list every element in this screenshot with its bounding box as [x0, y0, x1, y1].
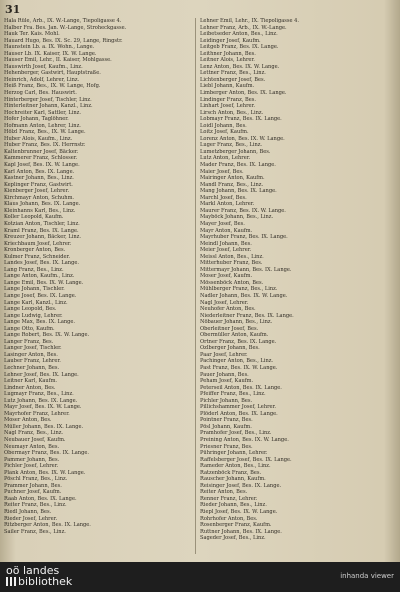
directory-entry: Ortner Franz, Bes. IX. Lange. [200, 338, 277, 345]
directory-entry: Mayr Anton, Kaufm. [200, 227, 253, 234]
directory-entry: Lechner Johann, Bes. [4, 364, 60, 371]
directory-entry: Mühlberger Franz, Bes., Linz. [200, 286, 278, 293]
directory-entry: Marchl Josef, Bes. [200, 194, 247, 201]
directory-entry: Mössenböck Anton, Bes. [200, 279, 264, 286]
viewer-label: inhanda viewer [340, 572, 394, 580]
directory-entry: Ritzberger Anton, Bes. IX. Lange. [4, 522, 91, 529]
directory-entry: Moser Josef, Kaufm. [200, 273, 253, 280]
directory-entry: Lenz Anton, Bes. IX. W. Lange. [200, 63, 280, 70]
directory-entry: Maier Josef, Bes. [200, 168, 244, 175]
directory-entry: Mayer Josef, Bes. [200, 220, 245, 227]
directory-entry: Reiter Franz, Bes., Linz. [4, 502, 67, 509]
directory-entry: Langer Franz, Bes. [4, 338, 54, 345]
directory-entry: Kulmer Franz, Schneider. [4, 253, 71, 260]
directory-entry: Meindl Johann, Bes. [200, 240, 252, 247]
directory-entry: Kriechbaum Josef, Lehrer. [4, 240, 72, 247]
page-number: 31 [5, 3, 21, 16]
directory-entry: Lutz Johann, Bes. IX. Lange. [4, 397, 78, 404]
directory-entry: Lasinger Anton, Bes. [4, 351, 58, 358]
directory-entry: Lobmayr Franz, Bes. IX. Lange. [200, 116, 282, 123]
directory-entry: Mittermayr Johann, Bes. IX. Lange. [200, 266, 292, 273]
directory-entry: Heinrich, Adolf, Lehrer, Linz. [4, 76, 80, 83]
directory-entry: Leidinger Josef, Kaufm. [200, 37, 261, 44]
directory-entry: Nagl Franz, Bes., Linz. [4, 430, 64, 437]
directory-entry: Renner Franz, Lehrer. [200, 495, 258, 502]
directory-entry: Herzog Carl, Bes. Hauswirt. [4, 90, 77, 97]
directory-entry: Lang Franz, Bes., Linz. [4, 266, 64, 273]
directory-entry: Mayrhuber Franz, Bes. IX. Lange. [200, 234, 288, 241]
directory-entry: Hinterleitner Johann, Kanzl., Linz. [4, 103, 93, 110]
directory-entry: Lange Ludwig, Lehrer. [4, 312, 63, 319]
directory-entry: Lange Robert, Bes. IX. W. Lange. [4, 332, 90, 339]
directory-entry: Peham Josef, Kaufm. [200, 378, 254, 385]
directory-entry: Keplinger Franz, Gastwirt. [4, 181, 73, 188]
directory-entry: Huber Franz, Bes. IX. Herrnstr. [4, 142, 86, 149]
directory-entry: Lugmayr Franz, Bes., Linz. [4, 391, 74, 398]
directory-entry: Lettner Franz, Bes., Linz. [200, 70, 266, 77]
directory-entry: Mayböck Johann, Bes., Linz. [200, 214, 274, 221]
directory-entry: Nöbauer Johann, Bes., Linz. [200, 319, 273, 326]
directory-entry: Lumetzberger Johann, Bes. [200, 148, 271, 155]
directory-entry: Rohrhofer Anton, Bes. [200, 515, 258, 522]
directory-entry: Lichtenberger Josef, Bes. [200, 76, 266, 83]
directory-entry: Rauscher Johann, Kaufm. [200, 476, 266, 483]
directory-entry: Leitner Karl, Kaufm. [4, 378, 58, 385]
library-bars-icon [6, 577, 16, 586]
directory-entry: Kapl Josef, Bes. IX. W. Lange. [4, 162, 80, 169]
directory-entry: Lirsch Anton, Bes., Linz. [200, 109, 264, 116]
directory-entry: Lindinger Franz, Bes. [200, 96, 256, 103]
directory-entry: Hehenberger, Gastwirt, Hauptstraße. [4, 70, 101, 77]
directory-entry: Karl Anton, Bes. IX. Lange. [4, 168, 75, 175]
directory-entry: Pauer Johann, Bes. [200, 371, 249, 378]
directory-entry: Pühringer Johann, Lehrer. [200, 450, 268, 457]
directory-entry: Kreuzer Johann, Bäcker, Linz. [4, 234, 81, 241]
directory-entry: Ozlberger Johann, Bes. [200, 345, 260, 352]
directory-entry: Hauser Lb. IX. Kaiser, IX. W. Lange. [4, 50, 97, 57]
directory-entry: Peterseil Anton, Bes. IX. Lange. [200, 384, 282, 391]
directory-entry: Ruttner Johann, Bes. IX. Lange. [200, 528, 282, 535]
directory-entry: Leibetseder Anton, Bes., Linz. [200, 31, 278, 38]
directory-entry: Langer Josef, Tischler. [4, 345, 62, 352]
directory-entry: Kotzian Anton, Tischler, Linz. [4, 220, 80, 227]
directory-entry: Markl Anton, Lehrer. [200, 201, 255, 208]
directory-entry: Liebl Johann, Kaufm. [200, 83, 255, 90]
directory-entry: Lauber Franz, Lehrer. [4, 358, 61, 365]
directory-entry: Mandl Franz, Bes., Linz. [200, 181, 264, 188]
directory-entry: Hochreiter Karl, Sattler, Linz. [4, 109, 81, 116]
directory-entry: Neumayr Anton, Bes. [4, 443, 60, 450]
directory-entry: Hofmann Anton, Lehrer, Linz. [4, 122, 81, 129]
directory-entry: Landes Josef, Bes. IX. Lange. [4, 260, 79, 267]
directory-entry: Pachinger Anton, Bes., Linz. [200, 358, 274, 365]
directory-entry: Lange Emil, Bes. IX. W. Lange. [4, 279, 84, 286]
directory-entry: Obermüller Anton, Kaufm. [200, 332, 269, 339]
directory-entry: Pfeiffer Franz, Bes., Linz. [200, 391, 266, 398]
directory-entry: Kammerer Franz, Schlosser. [4, 155, 78, 162]
directory-entry: Nagl Josef, Lehrer. [200, 299, 249, 306]
directory-entry: Pichler Josef, Lehrer. [4, 463, 59, 470]
directory-entry: Hala Rüle, Arb., IX. W.-Lange, Tiepoligasse 4. [4, 18, 122, 24]
directory-entry: Lange Karl, Kanzl., Linz. [4, 299, 68, 306]
viewer-footer [0, 562, 400, 592]
directory-entry: Mang Johann, Bes. IX. Lange. [200, 188, 277, 195]
directory-entry: Kastner Johann, Bes., Linz. [4, 175, 74, 182]
directory-entry: Leitgeb Franz, Bes. IX. Lange. [200, 44, 279, 51]
directory-entry: Hauard Hugo, Bes. IX. Sc. 29, Lange, Ringstr. [4, 37, 123, 44]
directory-entry: Riedl Johann, Bes. [4, 509, 52, 516]
directory-entry: Lehner Emil, Lehr., IX. Tiepoligasse 4. [200, 18, 300, 24]
directory-entry: Kienberger Josef, Lehrer. [4, 188, 70, 195]
directory-entry: Lange Otto, Kaufm. [4, 325, 55, 332]
directory-entry: Hinterberger Josef, Tischler, Linz. [4, 96, 92, 103]
directory-entry: Neubauer Josef, Kaufm. [4, 437, 66, 443]
directory-entry: Pösl Johann, Kaufm. [200, 423, 252, 430]
directory-entry: Paar Josef, Lehrer. [200, 351, 248, 358]
directory-entry: Meissl Anton, Bes., Linz. [200, 253, 264, 260]
directory-entry: Halber Fra. Bes. Jan. W.-Lange, Stroheckgasse. [4, 24, 127, 31]
directory-entry: Lindner Anton, Bes. [4, 384, 56, 391]
directory-entry: Maurer Franz, Bes. IX. W. Lange. [200, 207, 286, 214]
directory-entry: Hofer Johann, Taglöhner. [4, 116, 69, 123]
directory-entry: Raab Anton, Bes. IX. Lange. [4, 495, 77, 502]
directory-entry: Kraml Franz, Bes. IX. Lange. [4, 227, 79, 234]
directory-entry: Müller Johann, Bes. IX. Lange. [4, 423, 84, 430]
directory-entry: Klaus Johann, Bes. IX. Lange. [4, 201, 81, 208]
directory-entry: Nadler Johann, Bes. IX. W. Lange. [200, 292, 288, 299]
directory-entry: Priesner Franz, Bes. [200, 443, 253, 450]
directory-entry: Kronberger Anton, Bes. [4, 247, 66, 254]
directory-entry: Rosenberger Franz, Kaufm. [200, 522, 272, 529]
directory-entry: Heiß Franz, Bes., IX. W. Lange, Hofg. [4, 83, 101, 90]
directory-entry: Kirchmayr Anton, Schuhm. [4, 194, 75, 201]
directory-entry: Rieder Johann, Bes., Linz. [200, 502, 267, 509]
directory-entry: Oberleitner Josef, Bes. [200, 325, 259, 332]
directory-entry: Limberger Anton, Bes. IX. Lange. [200, 90, 287, 97]
directory-entry: Pillichshammer Josef, Lehrer. [200, 404, 277, 411]
directory-entry: Kleinhanns Karl, Bes., Linz. [4, 207, 76, 214]
directory-entry: Pichler Johann, Bes. [200, 397, 253, 404]
directory-entry: Pammer Johann, Bes. [4, 456, 60, 463]
directory-entry: Reiter Anton, Bes. [200, 489, 248, 496]
directory-entry: Meier Josef, Lehrer. [200, 247, 252, 254]
logo-line-2: bibliothek [18, 575, 73, 588]
directory-entry: Pointner Franz, Bes. [200, 417, 253, 424]
directory-entry: Pöschl Franz, Bes., Linz. [4, 476, 68, 483]
directory-entry: Preining Anton, Bes. IX. W. Lange. [200, 437, 289, 443]
directory-entry: Lange Max, Bes. IX. Lange. [4, 319, 76, 326]
directory-entry: Mairinger Anton, Kaufm. [200, 175, 265, 182]
directory-entry: Sageder Josef, Bes., Linz. [200, 535, 266, 542]
directory-entry: Mayr Josef, Bes. IX. W. Lange. [4, 404, 82, 411]
left-column [4, 18, 190, 558]
directory-entry: Obermayr Franz, Bes. IX. Lange. [4, 450, 89, 457]
directory-entry: Mayrhofer Franz, Lehrer. [4, 410, 70, 417]
column-divider [195, 18, 196, 554]
directory-entry: Reisinger Josef, Bes. IX. Lange. [200, 482, 282, 489]
directory-entry: Mitterhuber Franz, Bes. [200, 260, 263, 267]
directory-entry: Sailer Franz, Bes., Linz. [4, 528, 66, 535]
directory-entry: Moser Anton, Bes. [4, 417, 52, 424]
directory-entry: Loitz Josef, Kaufm. [200, 129, 249, 136]
directory-entry: Linhart Josef, Lehrer. [200, 103, 256, 110]
directory-entry: Neuhofer Anton, Bes. [200, 306, 256, 313]
directory-entry: Past Franz, Bes. IX. W. Lange. [200, 364, 278, 371]
directory-entry: Hauk Ter. Kais. Mohl. [4, 31, 60, 38]
directory-entry: Lehner Josef, Bes. IX. Lange. [4, 371, 79, 378]
directory-entry: Lorenz Anton, Bes. IX. W. Lange. [200, 135, 285, 142]
directory-entry: Lange Josef, Bes. IX. Lange. [4, 292, 77, 299]
directory-entry: Raffelsberger Josef, Bes. IX. Lange. [200, 456, 292, 463]
logo-line-1: oö landes [6, 564, 60, 577]
directory-entry: Rameder Anton, Bes., Linz. [200, 463, 271, 470]
directory-entry: Hauswirth Josef, Kaufm., Linz. [4, 63, 83, 70]
directory-entry: Plöderl Anton, Bes. IX. Lange. [200, 410, 278, 417]
directory-entry: Lehner Franz, Arb., IX. W.-Lange. [200, 24, 287, 31]
directory-entry: Mader Franz, Bes. IX. Lange. [200, 162, 276, 169]
directory-entry: Puchner Josef, Kaufm. [4, 489, 62, 496]
directory-entry: Kaltenbrunner Josef, Bäcker. [4, 148, 79, 155]
directory-entry: Leitner Alois, Lehrer. [200, 57, 255, 64]
directory-entry: Niederleitner Franz, Bes. IX. Lange. [200, 312, 294, 319]
directory-entry: Riepl Josef, Bes. IX. W. Lange. [200, 509, 278, 516]
directory-entry: Loidl Johann, Bes. [200, 122, 247, 129]
directory-entry: Pramhofer Josef, Bes., Linz. [200, 430, 272, 437]
directory-entry: Lange Anton, Kaufm., Linz. [4, 273, 75, 280]
directory-entry: Plank Anton, Bes. IX. W. Lange. [4, 469, 86, 476]
directory-entry: Huber Alois, Kaufm., Linz. [4, 135, 73, 142]
directory-entry: Lange Leopold, Bes. [4, 306, 57, 313]
directory-entry: Prammer Johann, Bes. [4, 482, 62, 489]
directory-entry: Leithner Johann, Bes. [200, 50, 256, 57]
directory-entry: Rieder Josef, Lehrer. [4, 515, 58, 522]
directory-entry: Lange Johann, Tischler. [4, 286, 65, 293]
directory-entry: Ratzenböck Franz, Bes. [200, 469, 262, 476]
directory-entry: Lutz Anton, Lehrer. [200, 155, 251, 162]
directory-entry: Hölzl Franz, Bes., IX. W. Lange. [4, 129, 86, 136]
library-logo[interactable] [6, 565, 72, 587]
directory-entry: Hauser Emil, Lehr., II. Kaiser, Mohlgasse. [4, 57, 112, 64]
right-column [200, 18, 394, 558]
directory-entry: Koller Leopold, Kaufm. [4, 214, 64, 221]
directory-entry: Luger Franz, Bes., Linz. [200, 142, 263, 149]
directory-entry: Haunstein Lb. a. IX. Wohn., Lange. [4, 44, 95, 51]
